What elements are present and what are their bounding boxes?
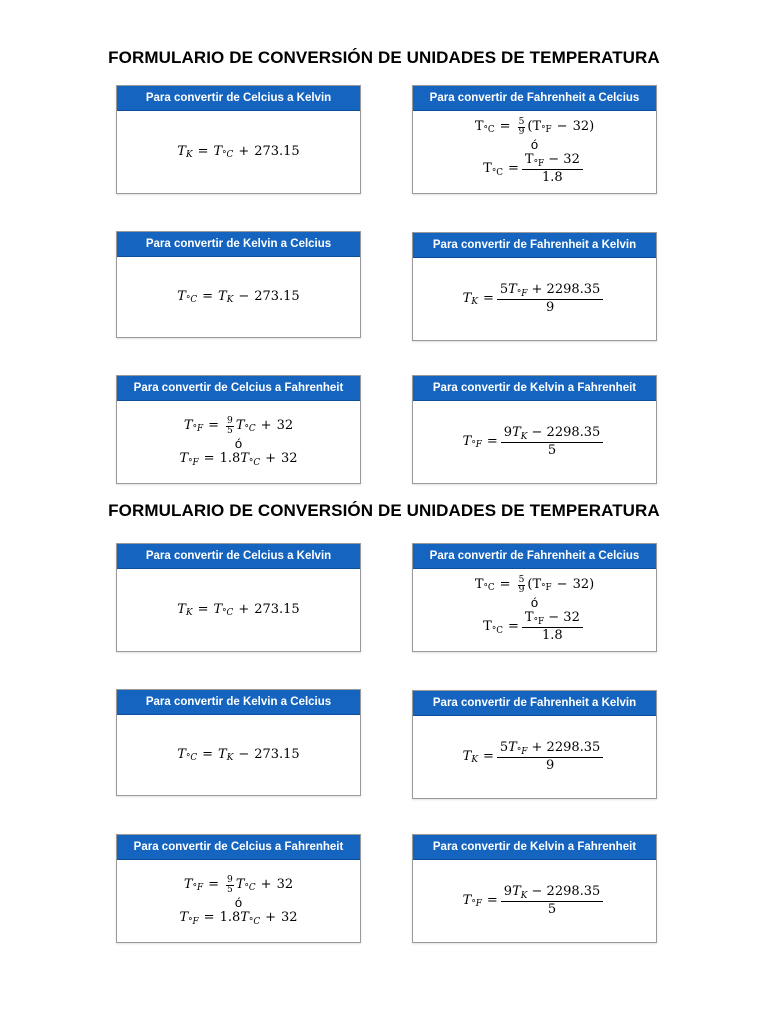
card-header: Para convertir de Kelvin a Celcius: [117, 232, 360, 257]
formula-area: [413, 860, 656, 942]
card-fahrenheit-to-kelvin: [412, 690, 657, 799]
card-header: Para convertir de Celcius a Fahrenheit: [117, 376, 360, 401]
card-header: Para convertir de Fahrenheit a Kelvin: [413, 691, 656, 716]
formula: T K = $\frac{5T_{^\circ F} + 2298.35}{9}$: [463, 283, 607, 316]
or-label: ó: [530, 595, 539, 610]
formula: T °C = 5 9 ( T °F − 32 ): [474, 116, 595, 137]
formula: T °F = $\frac{9T_K - 2298.35}{5}$: [463, 426, 607, 459]
card-celsius-to-fahrenheit: [116, 834, 361, 943]
formula: T K = T °C + 273.15: [177, 143, 300, 161]
formula-area: [413, 716, 656, 798]
formula: T °C = T K − 273.15: [177, 288, 300, 306]
formula-area: [413, 111, 656, 193]
formula-area: [117, 401, 360, 483]
formula-area: [117, 860, 360, 942]
formula-area: [117, 111, 360, 193]
card-header: Para convertir de Celcius a Fahrenheit: [117, 835, 360, 860]
formula: T °C = 5 9 ( T °F − 32 ): [474, 574, 595, 595]
formula-alt: T °C = $\frac{T_{^\circ F} - 32}{1.8}$: [483, 611, 586, 644]
formula: T °F = 9 5 T °C + 32: [183, 874, 294, 895]
card-kelvin-to-fahrenheit: [412, 375, 657, 484]
formula: T °F = $\frac{9T_K - 2298.35}{5}$: [463, 885, 607, 918]
card-celsius-to-fahrenheit: [116, 375, 361, 484]
formula-area: [117, 715, 360, 795]
card-fahrenheit-to-celsius: [412, 85, 657, 194]
card-kelvin-to-fahrenheit: [412, 834, 657, 943]
formula-area: [413, 258, 656, 340]
card-header: Para convertir de Kelvin a Celcius: [117, 690, 360, 715]
formula-area: [413, 401, 656, 483]
card-fahrenheit-to-kelvin: [412, 232, 657, 341]
page-title: FORMULARIO DE CONVERSIÓN DE UNIDADES DE TEMPERATURA: [108, 48, 660, 67]
card-fahrenheit-to-celsius: [412, 543, 657, 652]
card-kelvin-to-celsius: [116, 231, 361, 338]
card-celsius-to-kelvin: [116, 543, 361, 652]
card-header: Para convertir de Celcius a Kelvin: [117, 86, 360, 111]
card-header: Para convertir de Fahrenheit a Celcius: [413, 86, 656, 111]
formula-alt: T °F = 1.8 T °C + 32: [179, 910, 298, 927]
card-kelvin-to-celsius: [116, 689, 361, 796]
formula-area: [413, 569, 656, 651]
or-label: ó: [234, 894, 243, 910]
formula-area: [117, 569, 360, 651]
card-header: Para convertir de Kelvin a Fahrenheit: [413, 376, 656, 401]
card-celsius-to-kelvin: [116, 85, 361, 194]
card-header: Para convertir de Fahrenheit a Kelvin: [413, 233, 656, 258]
formula: T K = $\frac{5T_{^\circ F} + 2298.35}{9}$: [463, 741, 607, 774]
formula-alt: T °C = $\frac{T_{^\circ F} - 32}{1.8}$: [483, 153, 586, 186]
formula: T °F = 9 5 T °C + 32: [183, 415, 294, 436]
or-label: ó: [234, 435, 243, 451]
card-header: Para convertir de Kelvin a Fahrenheit: [413, 835, 656, 860]
formula-area: [117, 257, 360, 337]
or-label: ó: [530, 137, 539, 152]
card-header: Para convertir de Celcius a Kelvin: [117, 544, 360, 569]
card-header: Para convertir de Fahrenheit a Celcius: [413, 544, 656, 569]
page-title: FORMULARIO DE CONVERSIÓN DE UNIDADES DE TEMPERATURA: [108, 501, 660, 520]
formula: T °C = T K − 273.15: [177, 746, 300, 764]
formula-alt: T °F = 1.8 T °C + 32: [179, 451, 298, 468]
formula: T K = T °C + 273.15: [177, 601, 300, 619]
